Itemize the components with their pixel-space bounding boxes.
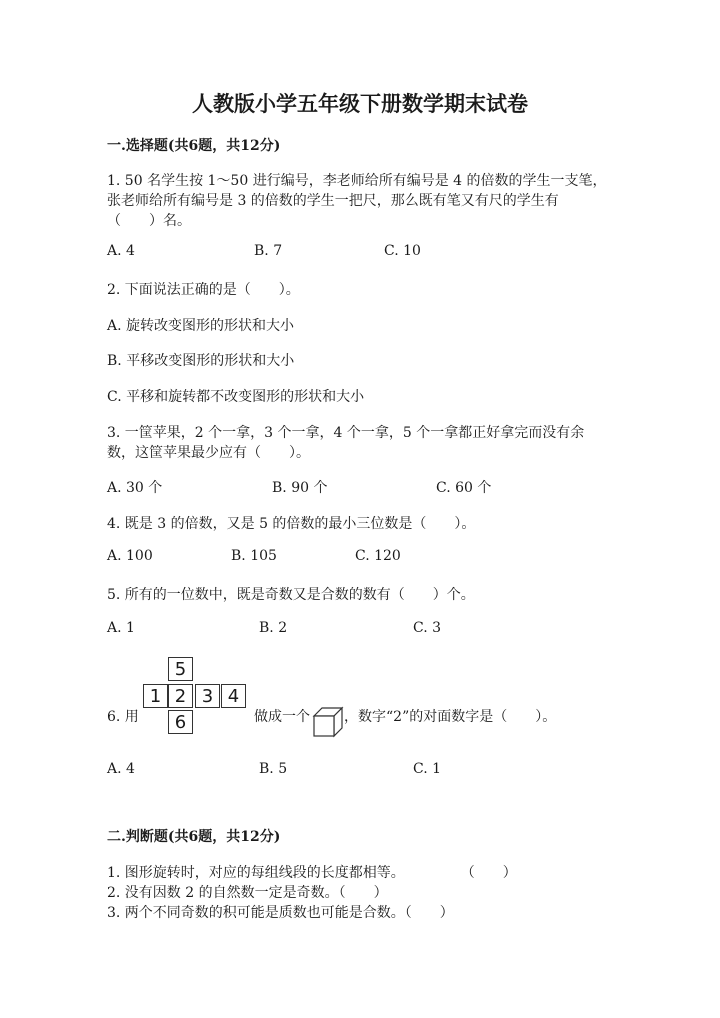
question-6-option-c: C. 1 xyxy=(413,761,442,777)
page-title: 人教版小学五年级下册数学期末试卷 xyxy=(192,91,528,116)
cube-icon xyxy=(312,706,344,738)
question-5-option-a: A. 1 xyxy=(107,620,135,636)
question-1-option-b: B. 7 xyxy=(254,243,283,259)
question-1-line-3: （ ）名。 xyxy=(107,213,191,229)
section-header-choice: 一.选择题(共6题，共12分) xyxy=(107,138,281,154)
question-2-line-1: 2. 下面说法正确的是（ ）。 xyxy=(107,282,300,298)
question-3-line-2: 数，这筐苹果最少应有（ ）。 xyxy=(107,445,310,461)
question-6-prefix: 6. 用 xyxy=(107,709,139,725)
question-4-option-a: A. 100 xyxy=(107,548,153,564)
question-4-line-1: 4. 既是 3 的倍数，又是 5 的倍数的最小三位数是（ ）。 xyxy=(107,516,476,532)
question-3-option-a: A. 30 个 xyxy=(107,480,163,496)
question-1-option-c: C. 10 xyxy=(384,243,421,259)
net-cell-4: 4 xyxy=(221,684,246,708)
judgment-item-2: 2. 没有因数 2 的自然数一定是奇数。（ ） xyxy=(107,885,388,901)
question-5-option-c: C. 3 xyxy=(413,620,442,636)
question-6-middle: 做成一个 xyxy=(254,709,310,725)
question-3-option-c: C. 60 个 xyxy=(436,480,492,496)
question-1-line-1: 1. 50 名学生按 1～50 进行编号，李老师给所有编号是 4 的倍数的学生一支笔， xyxy=(107,173,607,189)
net-cell-bottom: 6 xyxy=(168,710,193,734)
question-3-line-1: 3. 一筐苹果，2 个一拿，3 个一拿，4 个一拿，5 个一拿都正好拿完而没有余 xyxy=(107,425,585,441)
net-cell-2: 2 xyxy=(168,684,193,708)
judgment-item-1: 1. 图形旋转时，对应的每组线段的长度都相等。 （ ） xyxy=(107,865,517,881)
question-6-option-a: A. 4 xyxy=(107,761,135,777)
question-3-option-b: B. 90 个 xyxy=(272,480,328,496)
question-6-suffix: ，数字“2”的对面数字是（ ）。 xyxy=(344,709,557,725)
question-5-line-1: 5. 所有的一位数中，既是奇数又是合数的数有（ ）个。 xyxy=(107,587,475,603)
question-6-option-b: B. 5 xyxy=(259,761,288,777)
question-2-option-c: C. 平移和旋转都不改变图形的形状和大小 xyxy=(107,389,365,405)
cube-net-figure xyxy=(143,657,253,737)
section-header-judgment: 二.判断题(共6题，共12分) xyxy=(107,829,281,845)
judgment-item-3: 3. 两个不同奇数的积可能是质数也可能是合数。（ ） xyxy=(107,905,454,921)
question-4-option-b: B. 105 xyxy=(231,548,277,564)
question-1-line-2: 张老师给所有编号是 3 的倍数的学生一把尺，那么既有笔又有尺的学生有 xyxy=(107,193,559,209)
question-1-option-a: A. 4 xyxy=(107,243,135,259)
net-cell-3: 3 xyxy=(195,684,220,708)
net-cell-top: 5 xyxy=(168,657,193,681)
net-cell-1: 1 xyxy=(143,684,168,708)
question-4-option-c: C. 120 xyxy=(355,548,401,564)
question-2-option-a: A. 旋转改变图形的形状和大小 xyxy=(107,318,295,334)
question-5-option-b: B. 2 xyxy=(259,620,288,636)
question-2-option-b: B. 平移改变图形的形状和大小 xyxy=(107,353,295,369)
